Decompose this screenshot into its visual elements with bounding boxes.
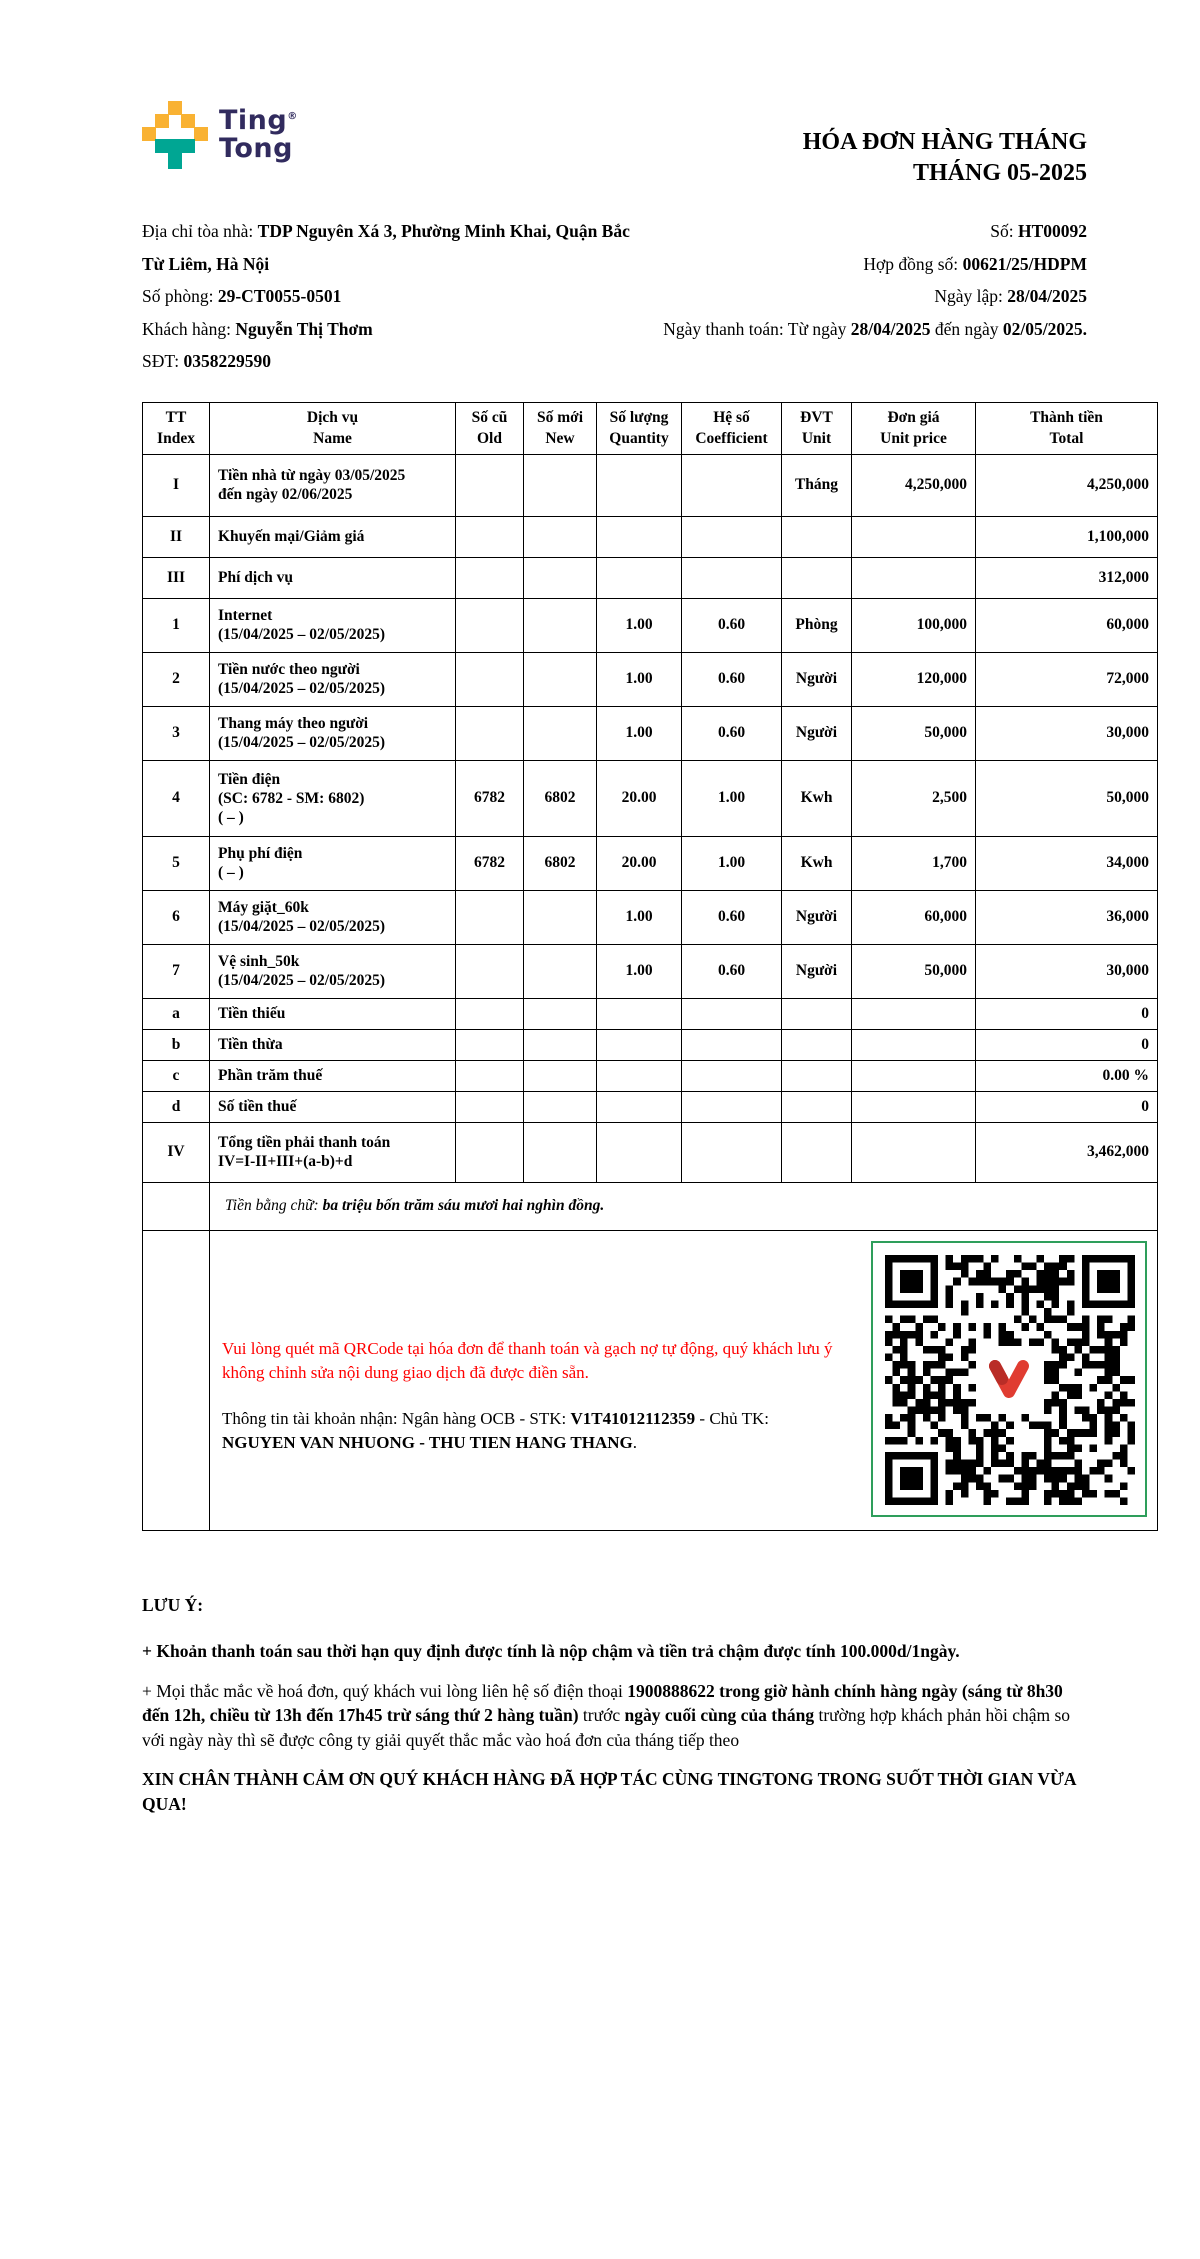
cell-quantity [597, 516, 682, 557]
cell-unit-price [852, 1060, 976, 1091]
cell-coefficient [682, 557, 782, 598]
building-address-line: Địa chỉ tòa nhà: TDP Nguyên Xá 3, Phường Minh Khai, Quận Bắc Từ Liêm, Hà Nội [142, 221, 630, 274]
table-row [143, 760, 1158, 836]
cell-service-name: Vệ sinh_50k (15/04/2025 – 02/05/2025) [210, 944, 456, 998]
footer-notes [142, 1593, 1092, 1817]
cell-old [456, 1122, 524, 1182]
qr-payment-row [143, 1230, 1158, 1530]
cell-old [456, 890, 524, 944]
cell-new [524, 890, 597, 944]
notes-heading: LƯU Ý: [142, 1594, 204, 1615]
cell-old [456, 1029, 524, 1060]
cell-new [524, 516, 597, 557]
cell-unit-price: 60,000 [852, 890, 976, 944]
cell-service-name: Thang máy theo người (15/04/2025 – 02/05/2025) [210, 706, 456, 760]
cell-service-name: Máy giặt_60k (15/04/2025 – 02/05/2025) [210, 890, 456, 944]
cell-new [524, 998, 597, 1029]
cell-total: 36,000 [976, 890, 1158, 944]
cell-empty [143, 1230, 210, 1530]
col-header-coefficient: Hệ số Coefficient [682, 402, 782, 454]
table-row [143, 1029, 1158, 1060]
cell-index: IV [143, 1122, 210, 1182]
cell-service-name: Tiền điện (SC: 6782 - SM: 6802) ( – ) [210, 760, 456, 836]
cell-index: 2 [143, 652, 210, 706]
tingtong-logo-text: Ting® Tong [219, 105, 298, 164]
cell-unit-price [852, 1122, 976, 1182]
table-row [143, 557, 1158, 598]
cell-service-name: Phụ phí điện ( – ) [210, 836, 456, 890]
late-payment-note: + Khoản thanh toán sau thời hạn quy định được tính là nộp chậm và tiền trả chậm được tính 100.000d/1ngày. [142, 1641, 960, 1661]
cell-coefficient [682, 998, 782, 1029]
cell-service-name: Tiền nước theo người (15/04/2025 – 02/05/2025) [210, 652, 456, 706]
cell-coefficient: 0.60 [682, 652, 782, 706]
cell-old [456, 998, 524, 1029]
col-header-old: Số cũ Old [456, 402, 524, 454]
cell-index: d [143, 1091, 210, 1122]
cell-total: 0.00 % [976, 1060, 1158, 1091]
cell-index: b [143, 1029, 210, 1060]
cell-total: 30,000 [976, 944, 1158, 998]
cell-unit-price: 1,700 [852, 836, 976, 890]
table-row [143, 944, 1158, 998]
cell-index: 6 [143, 890, 210, 944]
cell-quantity [597, 1091, 682, 1122]
cell-unit: Người [782, 652, 852, 706]
cell-empty [143, 1182, 210, 1230]
cell-unit [782, 1029, 852, 1060]
cell-unit-price: 120,000 [852, 652, 976, 706]
col-header-unit-price: Đơn giá Unit price [852, 402, 976, 454]
amount-in-words-row [143, 1182, 1158, 1230]
tingtong-logo [142, 95, 298, 179]
cell-new: 6802 [524, 836, 597, 890]
cell-quantity [597, 1060, 682, 1091]
col-header-total: Thành tiền Total [976, 402, 1158, 454]
cell-unit [782, 998, 852, 1029]
cell-old [456, 652, 524, 706]
vietqr-heart-icon [980, 1351, 1038, 1407]
cell-quantity: 1.00 [597, 706, 682, 760]
table-row [143, 1122, 1158, 1182]
cell-service-name: Phần trăm thuế [210, 1060, 456, 1091]
cell-old [456, 1060, 524, 1091]
cell-service-name: Tiền thiếu [210, 998, 456, 1029]
cell-index: III [143, 557, 210, 598]
cell-new [524, 652, 597, 706]
cell-old: 6782 [456, 836, 524, 890]
cell-index: 5 [143, 836, 210, 890]
cell-unit [782, 1091, 852, 1122]
cell-unit: Người [782, 890, 852, 944]
cell-old [456, 598, 524, 652]
invoice-meta [647, 215, 1157, 378]
cell-coefficient: 0.60 [682, 706, 782, 760]
cell-new [524, 1060, 597, 1091]
cell-quantity [597, 998, 682, 1029]
cell-new [524, 1029, 597, 1060]
cell-new [524, 1091, 597, 1122]
cell-quantity [597, 454, 682, 516]
cell-coefficient: 1.00 [682, 836, 782, 890]
cell-quantity [597, 557, 682, 598]
cell-coefficient: 1.00 [682, 760, 782, 836]
cell-total: 60,000 [976, 598, 1158, 652]
customer-info [142, 215, 647, 378]
cell-new: 6802 [524, 760, 597, 836]
cell-unit-price [852, 1091, 976, 1122]
cell-coefficient [682, 1029, 782, 1060]
customer-name-line: Khách hàng: Nguyễn Thị Thơm [142, 318, 373, 339]
col-header-new: Số mới New [524, 402, 597, 454]
cell-new [524, 454, 597, 516]
cell-total: 30,000 [976, 706, 1158, 760]
cell-service-name: Internet (15/04/2025 – 02/05/2025) [210, 598, 456, 652]
invoice-table [142, 402, 1158, 1531]
qr-warning-text: Vui lòng quét mã QRCode tại hóa đơn để thanh toán và gạch nợ tự động, quý khách lưu ý không chỉnh sửa nội dung giao dịch đã được điền sẵn. [222, 1338, 833, 1382]
cell-total: 0 [976, 1029, 1158, 1060]
cell-new [524, 598, 597, 652]
cell-unit-price: 50,000 [852, 944, 976, 998]
cell-total: 1,100,000 [976, 516, 1158, 557]
cell-coefficient: 0.60 [682, 890, 782, 944]
cell-quantity [597, 1122, 682, 1182]
header [142, 95, 1157, 189]
cell-unit: Kwh [782, 836, 852, 890]
cell-index: 3 [143, 706, 210, 760]
cell-service-name: Phí dịch vụ [210, 557, 456, 598]
table-row [143, 516, 1158, 557]
cell-index: 1 [143, 598, 210, 652]
cell-unit [782, 1122, 852, 1182]
cell-total: 50,000 [976, 760, 1158, 836]
cell-unit: Tháng [782, 454, 852, 516]
cell-old [456, 557, 524, 598]
cell-quantity: 20.00 [597, 836, 682, 890]
cell-old [456, 516, 524, 557]
cell-old: 6782 [456, 760, 524, 836]
cell-quantity: 20.00 [597, 760, 682, 836]
cell-quantity: 1.00 [597, 944, 682, 998]
col-header-unit: ĐVT Unit [782, 402, 852, 454]
cell-old [456, 1091, 524, 1122]
cell-unit [782, 557, 852, 598]
cell-old [456, 706, 524, 760]
amount-in-words: Tiền bằng chữ: ba triệu bốn trăm sáu mươi hai nghìn đồng. [210, 1182, 1158, 1230]
qr-payment-cell [210, 1230, 1158, 1530]
cell-index: a [143, 998, 210, 1029]
table-header [143, 402, 1158, 454]
cell-unit-price [852, 516, 976, 557]
cell-quantity: 1.00 [597, 890, 682, 944]
cell-unit: Phòng [782, 598, 852, 652]
cell-unit-price: 4,250,000 [852, 454, 976, 516]
cell-total: 34,000 [976, 836, 1158, 890]
invoice-info [142, 215, 1157, 378]
cell-total: 312,000 [976, 557, 1158, 598]
cell-new [524, 557, 597, 598]
col-header-name: Dịch vụ Name [210, 402, 456, 454]
table-row [143, 598, 1158, 652]
phone-line: SĐT: 0358229590 [142, 351, 271, 371]
contract-number-line: Hợp đồng số: 00621/25/HDPM [863, 253, 1087, 274]
cell-index: 4 [143, 760, 210, 836]
registered-mark: ® [287, 111, 298, 122]
cell-unit: Người [782, 706, 852, 760]
cell-coefficient [682, 516, 782, 557]
payment-date-line: Ngày thanh toán: Từ ngày 28/04/2025 đến ngày 02/05/2025. [663, 318, 1087, 339]
cell-total: 72,000 [976, 652, 1158, 706]
invoice-number-line: Số: HT00092 [990, 221, 1087, 241]
room-number-line: Số phòng: 29-CT0055-0501 [142, 286, 342, 306]
cell-total: 0 [976, 1091, 1158, 1122]
cell-coefficient: 0.60 [682, 598, 782, 652]
cell-new [524, 944, 597, 998]
cell-unit-price: 50,000 [852, 706, 976, 760]
table-row [143, 706, 1158, 760]
cell-unit: Người [782, 944, 852, 998]
cell-coefficient: 0.60 [682, 944, 782, 998]
qr-code [871, 1241, 1147, 1517]
cell-quantity: 1.00 [597, 598, 682, 652]
thank-you-note: XIN CHÂN THÀNH CẢM ƠN QUÝ KHÁCH HÀNG ĐÃ HỢP TÁC CÙNG TINGTONG TRONG SUỐT THỜI GIAN VỪA QUA! [142, 1769, 1076, 1814]
cell-new [524, 706, 597, 760]
table-row [143, 454, 1158, 516]
cell-unit-price: 2,500 [852, 760, 976, 836]
cell-index: 7 [143, 944, 210, 998]
cell-unit-price: 100,000 [852, 598, 976, 652]
page-title: HÓA ĐƠN HÀNG THÁNG THÁNG 05-2025 [802, 129, 1087, 186]
cell-old [456, 944, 524, 998]
cell-total: 0 [976, 998, 1158, 1029]
cell-index: I [143, 454, 210, 516]
cell-old [456, 454, 524, 516]
col-header-quantity: Số lượng Quantity [597, 402, 682, 454]
cell-coefficient [682, 1091, 782, 1122]
cell-quantity [597, 1029, 682, 1060]
issue-date-line: Ngày lập: 28/04/2025 [934, 286, 1087, 306]
table-body [143, 454, 1158, 1182]
col-header-index: TT Index [143, 402, 210, 454]
cell-service-name: Tiền thừa [210, 1029, 456, 1060]
table-row [143, 890, 1158, 944]
table-row [143, 1060, 1158, 1091]
table-row [143, 652, 1158, 706]
cell-index: c [143, 1060, 210, 1091]
cell-unit [782, 1060, 852, 1091]
cell-total: 3,462,000 [976, 1122, 1158, 1182]
cell-unit [782, 516, 852, 557]
cell-service-name: Số tiền thuế [210, 1091, 456, 1122]
cell-coefficient [682, 1122, 782, 1182]
cell-coefficient [682, 454, 782, 516]
cell-total: 4,250,000 [976, 454, 1158, 516]
cell-unit-price [852, 557, 976, 598]
cell-unit: Kwh [782, 760, 852, 836]
table-footer-rows [143, 1182, 1158, 1530]
cell-service-name: Tiền nhà từ ngày 03/05/2025 đến ngày 02/06/2025 [210, 454, 456, 516]
tingtong-logo-icon [142, 101, 207, 179]
table-row [143, 836, 1158, 890]
cell-service-name: Tổng tiền phải thanh toán IV=I-II+III+(a-b)+d [210, 1122, 456, 1182]
cell-new [524, 1122, 597, 1182]
table-row [143, 998, 1158, 1029]
account-info-text: Thông tin tài khoản nhận: Ngân hàng OCB - STK: V1T41012112359 - Chủ TK: NGUYEN VAN NHUONG - THU TIEN HANG THANG. [222, 1408, 769, 1452]
cell-unit-price [852, 998, 976, 1029]
cell-coefficient [682, 1060, 782, 1091]
hotline-note: + Mọi thắc mắc về hoá đơn, quý khách vui lòng liên hệ số điện thoại 1900888622 trong giờ hành chính hàng ngày (sáng từ 8h30 đến 12h, chiều từ 13h đến 17h45 trừ sáng thứ 2 hàng tuần) trước ngày cuối cùng của tháng trường hợp khách phản hồi chậm so với ngày này thì sẽ được công ty giải quyết thắc mắc vào hoá đơn của tháng tiếp theo [142, 1680, 1071, 1750]
cell-index: II [143, 516, 210, 557]
cell-unit-price [852, 1029, 976, 1060]
cell-quantity: 1.00 [597, 652, 682, 706]
table-row [143, 1091, 1158, 1122]
payment-instructions [220, 1239, 871, 1521]
cell-service-name: Khuyến mại/Giảm giá [210, 516, 456, 557]
